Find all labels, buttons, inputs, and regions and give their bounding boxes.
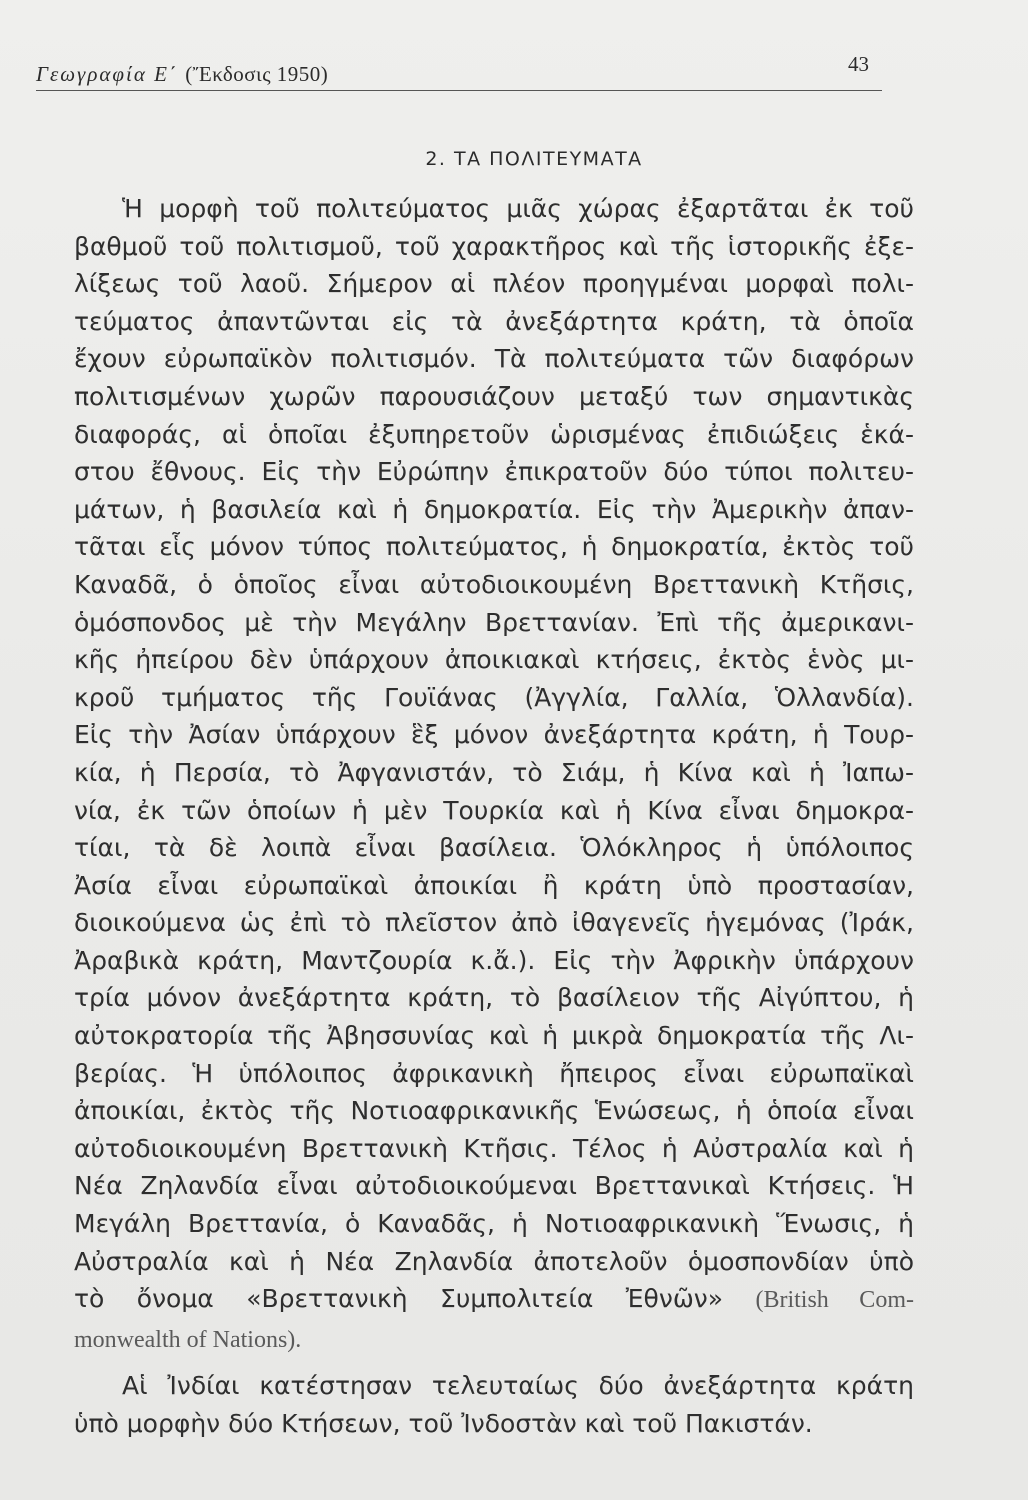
page-number: 43 (848, 52, 869, 76)
text-line: πολιτισμένων χωρῶν παρουσιάζουν μεταξύ των σημαντικὰς (74, 381, 914, 411)
text-line: στου ἔθνους. Εἰς τὴν Εὐρώπην ἐπικρατοῦν δύο τύποι πολιτευ- (74, 457, 914, 487)
text-line: Αἱ Ἰνδίαι κατέστησαν τελευταίως δύο ἀνεξάρτητα κράτη (122, 1371, 914, 1401)
text-line: Νέα Ζηλανδία εἶναι αὐτοδιοικούμεναι Βρεττανικαὶ Κτήσεις. Ἡ (74, 1171, 914, 1201)
text-line: κῆς ἠπείρου δὲν ὑπάρχουν ἀποικιακαὶ κτήσεις, ἐκτὸς ἑνὸς μι- (74, 645, 914, 675)
text-line-mixed (74, 1280, 914, 1320)
text-line: ὑπὸ μορφὴν δύο Κτήσεων, τοῦ Ἰνδοστὰν καὶ τοῦ Πακιστάν. (74, 1409, 813, 1438)
text-line: κία, ἡ Περσία, τὸ Ἀφγανιστάν, τὸ Σιάμ, ἡ Κίνα καὶ ἡ Ἰαπω- (74, 757, 914, 787)
text-line: κροῦ τμήματος τῆς Γουϊάνας (Ἀγγλία, Γαλλία, Ὁλλανδία). (74, 682, 914, 712)
text-line: βερίας. Ἡ ὑπόλοιπος ἀφρικανικὴ ἤπειρος εἶναι εὐρωπαϊκαὶ (74, 1058, 914, 1088)
text-line-greek-part: τὸ ὄνομα «Βρεττανικὴ Συμπολιτεία Ἐθνῶν» (74, 1284, 724, 1314)
text-line: διοικούμενα ὡς ἐπὶ τὸ πλεῖστον ἀπὸ ἰθαγενεῖς ἡγεμόνας (Ἰράκ, (74, 908, 914, 938)
text-line: Αὐστραλία καὶ ἡ Νέα Ζηλανδία ἀποτελοῦν ὁμοσπονδίαν ὑπὸ (74, 1246, 914, 1276)
paragraph-1 (74, 190, 934, 1359)
text-line: αὐτοκρατορία τῆς Ἀβησσυνίας καὶ ἡ μικρὰ δημοκρατία τῆς Λι- (74, 1021, 914, 1051)
text-line: διαφοράς, αἱ ὁποῖαι ἐξυπηρετοῦν ὡρισμένας ἐπιδιώξεις ἑκά- (74, 419, 914, 449)
text-line: τεύματος ἀπαντῶνται εἰς τὰ ἀνεξάρτητα κράτη, τὰ ὁποῖα (74, 306, 914, 336)
text-line: τίαι, τὰ δὲ λοιπὰ εἶναι βασίλεια. Ὁλόκληρος ἡ ὑπόλοιπος (74, 833, 914, 863)
running-title: Γεωγραφία Ε΄ (36, 62, 178, 86)
text-line: μάτων, ἡ βασιλεία καὶ ἡ δημοκρατία. Εἰς τὴν Ἀμερικὴν ἀπαν- (74, 494, 914, 524)
paragraph-2 (74, 1367, 934, 1442)
text-line: ἀποικίαι, ἐκτὸς τῆς Νοτιοαφρικανικῆς Ἑνώσεως, ἡ ὁποία εἶναι (74, 1096, 914, 1126)
text-line-latin-part: (British Com- (755, 1287, 914, 1314)
text-line (74, 1320, 914, 1360)
text-line-latin-part: monwealth of Nations). (74, 1326, 302, 1353)
text-line: Ἀσία εἶναι εὐρωπαϊκαὶ ἀποικίαι ἢ κράτη ὑπὸ προστασίαν, (74, 870, 914, 900)
text-line: νία, ἐκ τῶν ὁποίων ἡ μὲν Τουρκία καὶ ἡ Κίνα εἶναι δημοκρα- (74, 795, 914, 825)
text-line: Ἡ μορφὴ τοῦ πολιτεύματος μιᾶς χώρας ἐξαρτᾶται ἐκ τοῦ (122, 194, 914, 223)
text-line: Εἰς τὴν Ἀσίαν ὑπάρχουν ἓξ μόνον ἀνεξάρτητα κράτη, ἡ Τουρ- (74, 720, 914, 750)
text-line: ἔχουν εὐρωπαϊκὸν πολιτισμόν. Τὰ πολιτεύματα τῶν διαφόρων (74, 344, 914, 374)
body-text (74, 190, 934, 1443)
edition-note: (Ἔκδοσις 1950) (185, 62, 329, 86)
running-header (36, 62, 328, 87)
text-line: αὐτοδιοικουμένη Βρεττανικὴ Κτῆσις. Τέλος ἡ Αὐστραλία καὶ ἡ (74, 1133, 914, 1163)
text-line: λίξεως τοῦ λαοῦ. Σήμερον αἱ πλέον προηγμέναι μορφαὶ πολι- (74, 269, 914, 299)
text-line: βαθμοῦ τοῦ πολιτισμοῦ, τοῦ χαρακτῆρος καὶ τῆς ἱστορικῆς ἐξε- (74, 231, 914, 261)
text-line: ὁμόσπονδος μὲ τὴν Μεγάλην Βρεττανίαν. Ἐπὶ τῆς ἀμερικανι- (74, 607, 914, 637)
text-line: Μεγάλη Βρεττανία, ὁ Καναδᾶς, ἡ Νοτιοαφρικανικὴ Ἕνωσις, ἡ (74, 1209, 914, 1239)
text-line: Καναδᾶ, ὁ ὁποῖος εἶναι αὐτοδιοικουμένη Βρεττανικὴ Κτῆσις, (74, 569, 914, 599)
header-rule (36, 90, 882, 91)
section-title: 2. ΤΑ ΠΟΛΙΤΕΥΜΑΤΑ (425, 148, 643, 170)
text-line: τρία μόνον ἀνεξάρτητα κράτη, τὸ βασίλειον τῆς Αἰγύπτου, ἡ (74, 983, 914, 1013)
text-line: τᾶται εἷς μόνον τύπος πολιτεύματος, ἡ δημοκρατία, ἐκτὸς τοῦ (74, 532, 914, 562)
text-line: Ἀραβικὰ κράτη, Μαντζουρία κ.ἄ.). Εἰς τὴν Ἀφρικὴν ὑπάρχουν (74, 945, 914, 975)
